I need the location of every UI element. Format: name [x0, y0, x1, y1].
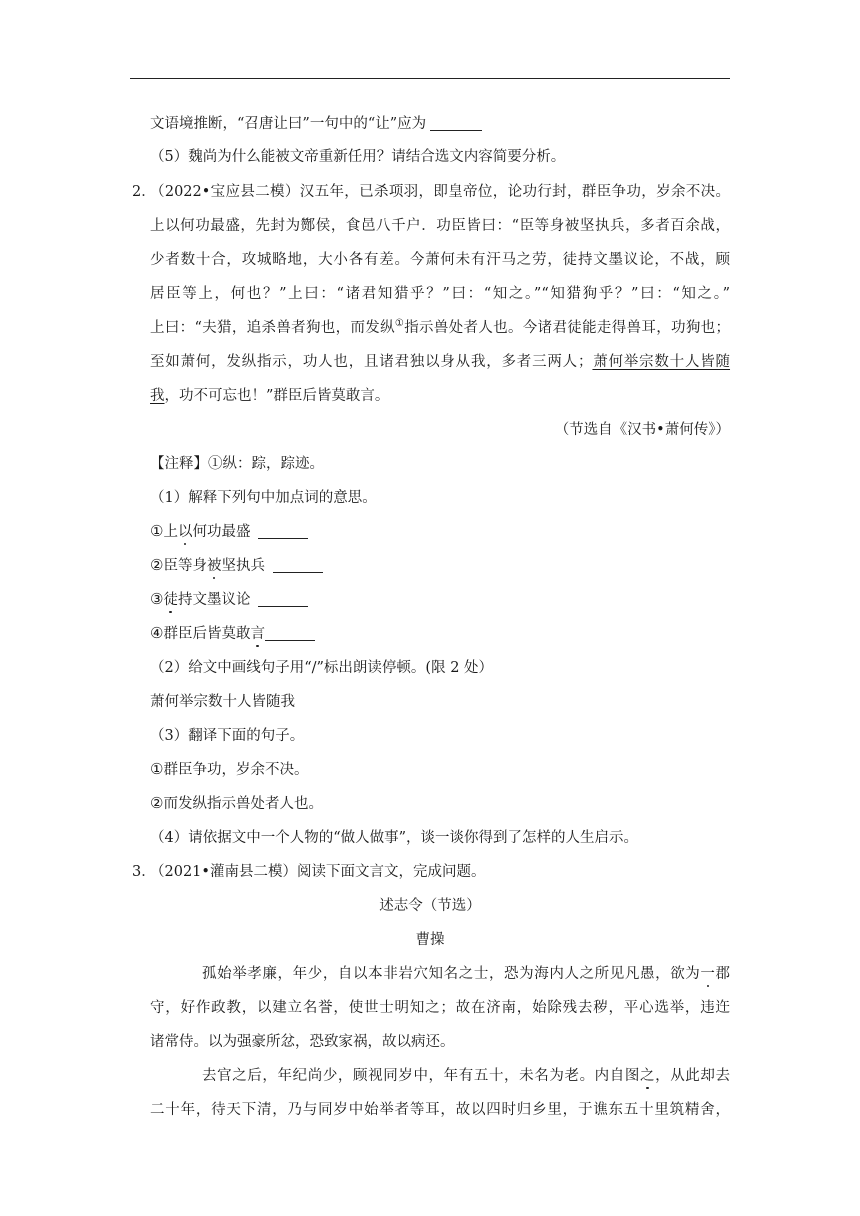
q3-passage-line: 二十年，待天下清，乃与同岁中始举者等耳，故以四时归乡里，于谯东五十里筑精舍， [150, 1102, 730, 1118]
q2-sub3: （3）翻译下面的句子。 [150, 728, 305, 744]
q2-translate-1: ①群臣争功，岁余不决。 [150, 760, 309, 778]
q2-item-4: ④群臣后皆莫敢言 [150, 622, 315, 643]
dotted-word: 徒 [163, 592, 178, 608]
q3-passage-line: 守，好作政教，以建立名誉，使世士明知之；故在济南，始除残去秽，平心选举，违迕 [150, 1000, 730, 1016]
q3-passage-line: 诸常侍。以为强豪所忿，恐致家祸，故以病还。 [150, 1034, 455, 1050]
q2-passage-line: 上以何功最盛，先封为酂侯，食邑八千户．功臣皆曰：“臣等身被坚执兵，多者百余战， [150, 218, 730, 234]
answer-blank[interactable] [258, 524, 308, 540]
dotted-word: 被 [206, 558, 222, 574]
q2-passage-line: 少者数十合，攻城略地，大小各有差。今萧何未有汗马之劳，徒持文墨议论，不战，顾 [150, 252, 730, 268]
dotted-word: 之 [639, 1068, 656, 1084]
q2-source: （节选自《汉书•萧何传》） [554, 422, 730, 438]
dotted-word: 一 [700, 966, 716, 982]
q2-passage-line: （2022•宝应县二模）汉五年，已杀项羽，即皇帝位，论功行封，群臣争功，岁余不决。 [150, 184, 730, 200]
dotted-word: 以 [177, 524, 193, 540]
underlined-sentence: 我 [150, 388, 165, 404]
q3-number: 3． [132, 864, 156, 880]
answer-blank[interactable] [430, 116, 482, 132]
answer-blank[interactable] [258, 592, 308, 608]
q3-passage-line: 去官之后，年纪尚少，顾视同岁中，年有五十，未名为老。内自图之，从此却去 [202, 1068, 731, 1084]
dotted-word: 言 [250, 626, 265, 642]
q2-note: 【注释】①纵：踪，踪迹。 [150, 456, 324, 472]
header-rule [130, 78, 730, 79]
q2-item-3: ③徒持文墨议论 [150, 588, 308, 609]
q2-passage-line: 我，功不可忘也！”群臣后皆莫敢言。 [150, 388, 390, 404]
q3-passage-line: 孤始举孝廉，年少，自以本非岩穴知名之士，恐为海内人之所见凡愚，欲为一郡 [202, 966, 731, 982]
q2-item-2: ②臣等身被坚执兵 [150, 554, 323, 575]
q1-sub5: （5）魏尚为什么能被文帝重新任用？请结合选文内容简要分析。 [150, 149, 566, 165]
answer-blank[interactable] [273, 558, 323, 574]
q3-intro: （2021•灌南县二模）阅读下面文言文，完成问题。 [150, 864, 486, 880]
q3-author: 曹操 [415, 932, 445, 948]
q2-passage-line: 上曰：“夫猎，追杀兽者狗也，而发纵①指示兽处者人也。今诸君徒能走得兽耳，功狗也； [150, 318, 731, 336]
q2-sub2: （2）给文中画线句子用“/”标出朗读停顿。(限 2 处） [150, 660, 494, 676]
q2-passage-line: 至如萧何，发纵指示，功人也，且诸君独以身从我，多者三两人；萧何举宗数十人皆随 [150, 354, 731, 370]
q2-number: 2． [132, 184, 156, 200]
q2-sub4: （4）请依据文中一个人物的“做人做事”，谈一谈你得到了怎样的人生启示。 [150, 830, 639, 846]
answer-blank[interactable] [265, 626, 315, 642]
q2-item-1: ①上以何功最盛 [150, 520, 308, 541]
footnote-marker: ① [394, 318, 405, 330]
q2-passage-line: 居臣等上，何也？”上曰：“诸君知猎乎？”曰：“知之。”“知猎狗乎？”曰：“知之。” [150, 286, 730, 302]
q3-title: 述志令（节选） [379, 898, 481, 914]
q2-translate-2: ②而发纵指示兽处者人也。 [150, 794, 323, 812]
q1-line: 文语境推断，“召唐让曰”一句中的“让”应为 [150, 112, 482, 133]
underlined-sentence: 萧何举宗数十人皆随 [592, 354, 731, 370]
q2-sentence: 萧何举宗数十人皆随我 [150, 694, 295, 710]
q2-sub1: （1）解释下列句中加点词的意思。 [150, 490, 377, 506]
